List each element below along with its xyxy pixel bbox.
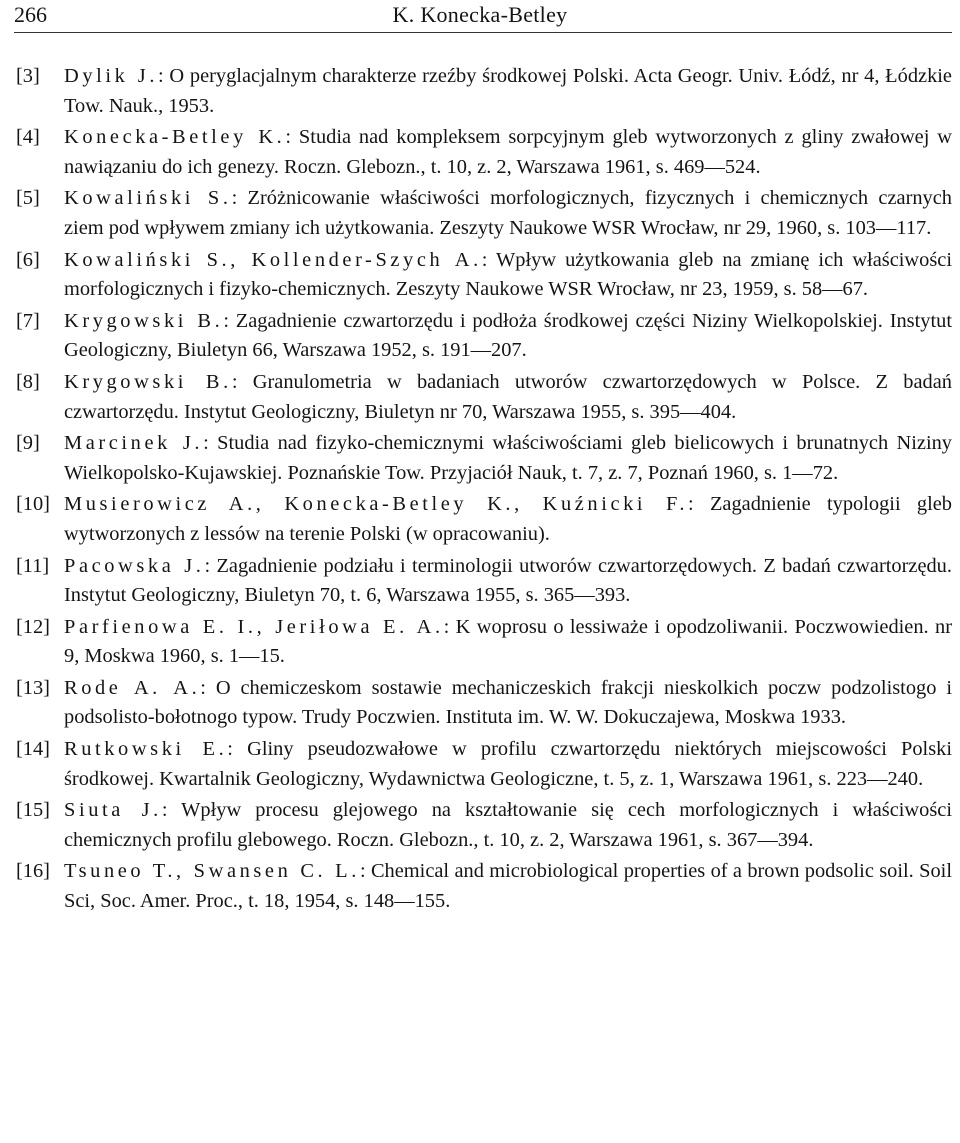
reference-list <box>0 62 960 919</box>
reference-text: : Gliny pseudozwałowe w profilu czwartorzędu niektórych miejscowości Polski środkowej. Kwartalnik Geologiczny, Wydawnictwa Geologiczne, t. 5, z. 1, Warszawa 1961, s. 223—240. <box>64 738 952 790</box>
reference-text: : Zagadnienie podziału i terminologii utworów czwartorzędowych. Z badań czwartorzędu. Instytut Geologiczny, Biuletyn 70, t. 6, Warszawa 1955, s. 365—393. <box>64 554 952 607</box>
reference-number: [13] <box>16 676 50 699</box>
reference-text: : Zagadnienie typologii gleb wytworzonych z lessów na terenie Polski (w opracowaniu). <box>64 493 952 545</box>
reference-author: Siuta J. <box>64 799 162 822</box>
reference-item <box>0 552 960 611</box>
reference-text: : Wpływ użytkowania gleb na zmianę ich właściwości morfologicznych i fizyko-chemicznych. Zeszyty Naukowe WSR Wrocław, nr 23, 1959, s. 58—67. <box>64 248 952 301</box>
page-header <box>0 0 960 36</box>
reference-text: : Studia nad fizyko-chemicznymi właściwościami gleb bielicowych i brunatnych Niziny Wielkopolsko-Kujawskiej. Poznańskie Tow. Przyjaciół Nauk, t. 7, z. 7, Poznań 1960, s. 1—72. <box>64 432 952 484</box>
reference-text: : O chemiczeskom sostawie mechaniczeskich frakcji nieskolkich poczw podzolistogo i podsolisto-bołotnogo typow. Trudy Poczwien. Instituta im. W. W. Dokuczajewa, Moskwa 1933. <box>64 676 953 729</box>
reference-author: Krygowski B. <box>64 309 224 332</box>
reference-author: Musierowicz A., Konecka-Betley K., Kuźnicki F. <box>64 493 689 516</box>
reference-author: Pacowska J. <box>64 554 205 577</box>
reference-author: Kowaliński S., Kollender-Szych A. <box>64 248 482 271</box>
reference-item <box>0 857 960 916</box>
reference-item <box>0 490 960 549</box>
reference-number: [5] <box>16 187 40 210</box>
reference-author: Konecka-Betley K. <box>64 126 286 149</box>
reference-author: Marcinek J. <box>64 432 204 455</box>
reference-author: Rode A. A. <box>64 676 201 699</box>
reference-text: : Chemical and microbiological properties of a brown podsolic soil. Soil Sci, Soc. Amer. Proc., t. 18, 1954, s. 148—155. <box>64 860 952 913</box>
reference-number: [12] <box>16 615 50 638</box>
running-title: K. Konecka-Betley <box>392 2 568 27</box>
reference-text: : Granulometria w badaniach utworów czwartorzędowych w Polsce. Z badań czwartorzędu. Instytut Geologiczny, Biuletyn nr 70, Warszawa 1955, s. 395—404. <box>64 370 952 423</box>
reference-number: [3] <box>16 65 40 87</box>
reference-text: : Zagadnienie czwartorzędu i podłoża środkowej części Niziny Wielkopolskiej. Instytut Geologiczny, Biuletyn 66, Warszawa 1952, s. 191—207. <box>64 309 952 362</box>
reference-number: [15] <box>16 799 50 822</box>
reference-item <box>0 429 960 488</box>
reference-item <box>0 123 960 182</box>
reference-number: [8] <box>16 370 40 393</box>
reference-item <box>0 613 960 672</box>
reference-item <box>0 796 960 855</box>
reference-author: Dylik J. <box>64 65 159 87</box>
reference-item <box>0 307 960 366</box>
reference-number: [14] <box>16 738 50 761</box>
reference-item <box>0 246 960 305</box>
reference-author: Parfienowa E. I., Jeriłowa E. A. <box>64 615 444 638</box>
reference-number: [6] <box>16 248 40 271</box>
reference-author: Kowaliński S. <box>64 187 232 210</box>
header-rule <box>14 32 952 33</box>
reference-author: Krygowski B. <box>64 370 232 393</box>
reference-author: Tsuneo T., Swansen C. L. <box>64 860 360 883</box>
reference-item <box>0 184 960 243</box>
reference-text: : Zróżnicowanie właściwości morfologicznych, fizycznych i chemicznych czarnych ziem pod wpływem zmiany ich użytkowania. Zeszyty Naukowe WSR Wrocław, nr 29, 1960, s. 103—117. <box>64 187 952 239</box>
reference-number: [9] <box>16 432 40 455</box>
reference-item <box>0 735 960 794</box>
reference-item <box>0 62 960 121</box>
reference-text: : K woprosu o lessiważe i opodzoliwanii. Poczwowiedien. nr 9, Moskwa 1960, s. 1—15. <box>64 615 952 668</box>
reference-text: : Studia nad kompleksem sorpcyjnym gleb wytworzonych z gliny zwałowej w nawiązaniu do ich genezy. Roczn. Glebozn., t. 10, z. 2, Warszawa 1961, s. 469—524. <box>64 126 952 178</box>
reference-number: [10] <box>16 493 50 516</box>
reference-text: : O peryglacjalnym charakterze rzeźby środkowej Polski. Acta Geogr. Univ. Łódź, nr 4, Łódzkie Tow. Nauk., 1953. <box>64 65 952 117</box>
page-number: 266 <box>14 2 47 27</box>
reference-number: [11] <box>16 554 50 577</box>
reference-number: [16] <box>16 860 50 883</box>
reference-text: : Wpływ procesu glejowego na kształtowanie się cech morfologicznych i właściwości chemicznych profilu glebowego. Roczn. Glebozn., t. 10, z. 2, Warszawa 1961, s. 367—394. <box>64 799 952 851</box>
reference-number: [4] <box>16 126 40 149</box>
reference-number: [7] <box>16 309 40 332</box>
reference-item <box>0 674 960 733</box>
reference-author: Rutkowski E. <box>64 738 228 761</box>
reference-item <box>0 368 960 427</box>
